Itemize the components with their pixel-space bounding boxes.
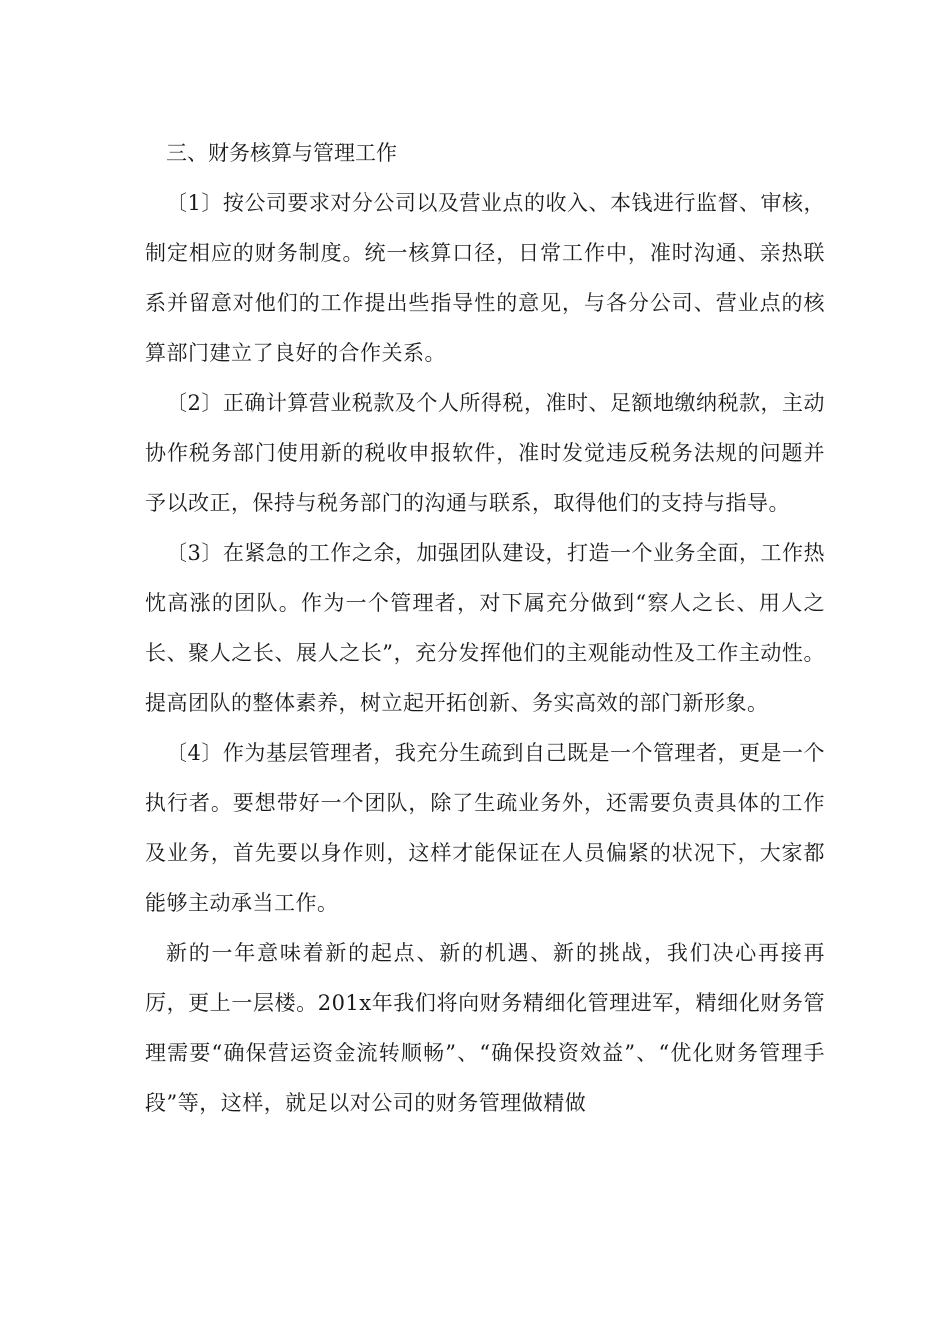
paragraph-4: 〔4〕作为基层管理者，我充分生疏到自己既是一个管理者，更是一个执行者。要想带好一个团队，除了生疏业务外，还需要负责具体的工作及业务，首先要以身作则，这样才能保证在人员偏紧的状况下，大家都能够主动承当工作。 <box>145 741 825 915</box>
paragraph-1: 〔1〕按公司要求对分公司以及营业点的收入、本钱进行监督、审核，制定相应的财务制度。统一核算口径，日常工作中，准时沟通、亲热联系并留意对他们的工作提出些指导性的意见，与各分公司、营业点的核算部门建立了良好的合作关系。 <box>145 191 825 365</box>
paragraph-5: 新的一年意味着新的起点、新的机遇、新的挑战，我们决心再接再厉，更上一层楼。201x年我们将向财务精细化管理进军，精细化财务管理需要“确保营运资金流转顺畅”、“确保投资效益”、“优化财务管理手段”等，这样，就足以对公司的财务管理做精做 <box>145 941 825 1115</box>
paragraph-2: 〔2〕正确计算营业税款及个人所得税，准时、足额地缴纳税款，主动协作税务部门使用新的税收申报软件，准时发觉违反税务法规的问题并予以改正，保持与税务部门的沟通与联系，取得他们的支持与指导。 <box>145 391 825 515</box>
section-heading: 三、财务核算与管理工作 <box>166 141 397 165</box>
document-body <box>145 128 825 1128</box>
paragraph-3: 〔3〕在紧急的工作之余，加强团队建设，打造一个业务全面，工作热忱高涨的团队。作为一个管理者，对下属充分做到“察人之长、用人之长、聚人之长、展人之长”，充分发挥他们的主观能动性及工作主动性。提高团队的整体素养，树立起开拓创新、务实高效的部门新形象。 <box>145 541 825 715</box>
